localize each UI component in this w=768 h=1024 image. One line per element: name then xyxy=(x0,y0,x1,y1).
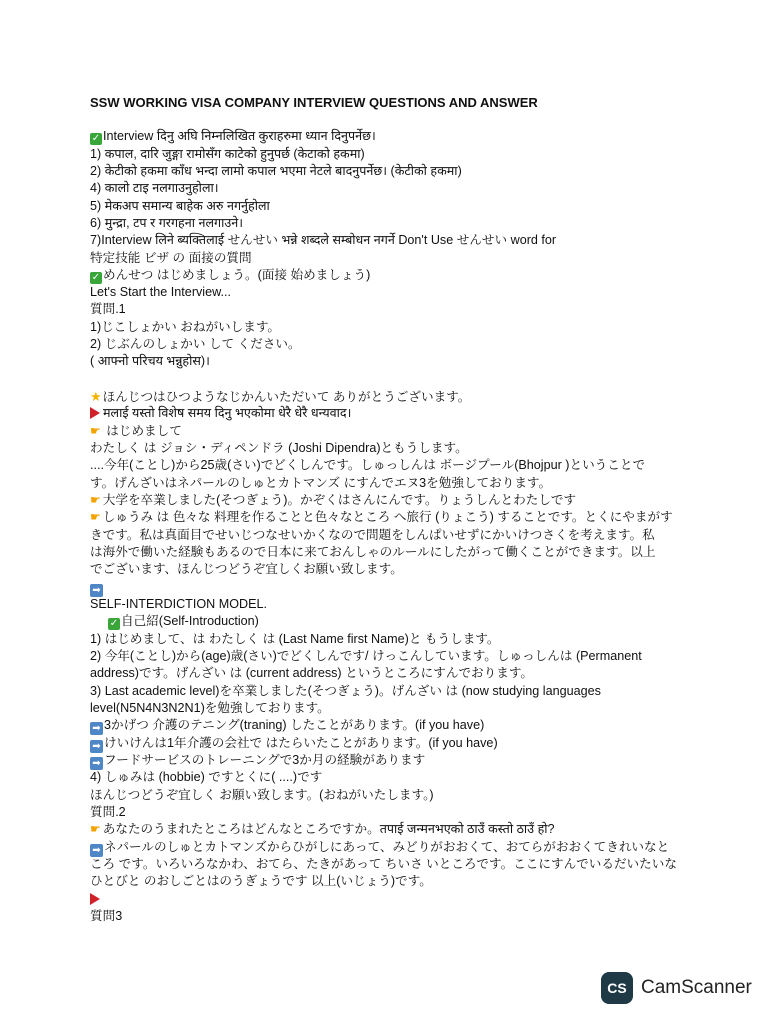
line-text: でございます、ほんじつどうぞ宜しくお願い致します。 xyxy=(90,562,403,577)
document-line xyxy=(90,440,690,457)
document-line xyxy=(90,301,690,318)
line-text: きです。私は真面目でせいじつなせいかくなので問題をしんぱいせずにかいけつさくを考えます。私 xyxy=(90,527,655,542)
right-arrow-icon: ➡ xyxy=(90,844,103,857)
line-text: 1) कपाल, दारि जुङ्गा रामोसँग काटेको हुनुपर्छ (केटाको हकमा) xyxy=(90,146,365,161)
line-text: ....今年(ことし)から25歳(さい)でどくしんです。しゅっしんは ボージプール(Bhojpur )ということで xyxy=(90,458,646,473)
document-line xyxy=(90,319,690,336)
line-text: Let's Start the Interview... xyxy=(90,285,232,300)
checkmark-icon: ✓ xyxy=(91,271,101,283)
pointing-hand-icon: ☛ xyxy=(90,822,101,837)
document-line xyxy=(90,180,690,197)
line-text: ほんじつどうぞ宜しく お願い致します。(おねがいたします。) xyxy=(90,787,434,802)
line-text: 4) しゅみは (hobbie) ですとくに( ....)です xyxy=(90,770,323,785)
camscanner-logo-icon: CS xyxy=(601,972,633,1004)
line-text: ひとびと のおしごとはのうぎょうです 以上(いじょう)です。 xyxy=(90,874,432,889)
line-text: しゅうみ は 色々な 料理を作ることと色々なところ へ旅行 (りょこう) することです。とくにやまがす xyxy=(102,510,673,525)
document-line xyxy=(90,163,690,180)
line-text: す。げんざいはネパールのしゅとカトマンズ にすんでエヌ3を勉強しております。 xyxy=(90,475,552,490)
document-line xyxy=(90,232,690,249)
line-text: ネパールのしゅとカトマンズからひがしにあって、みどりがおおくて、おてらがおおくてきれいなと xyxy=(104,839,670,854)
line-text: 2) केटीको हकमा काँध भन्दा लामो कपाल भएमा नेटले बादनुपर्नेछ। (केटीको हकमा) xyxy=(90,163,462,178)
line-text: ころ です。いろいろなかわ、おてら、たきがあって ちいさ いところです。ここにすんでいるだいたいな xyxy=(90,856,677,871)
document-line xyxy=(90,717,690,734)
line-text: ( आफ्नो परिचय भन्नुहोस)। xyxy=(90,354,210,369)
right-arrow-icon: ➡ xyxy=(90,757,103,770)
document-body xyxy=(90,128,690,925)
pointing-hand-icon: ☛ xyxy=(90,423,101,438)
document-title: SSW WORKING VISA COMPANY INTERVIEW QUESTIONS AND ANSWER xyxy=(90,95,538,110)
document-line xyxy=(90,544,690,561)
document-line xyxy=(90,579,690,596)
document-line xyxy=(90,873,690,890)
line-text: ほんじつはひつようなじかんいただいて ありがとうございます。 xyxy=(102,390,471,405)
document-line xyxy=(90,128,690,145)
document-line xyxy=(90,250,690,267)
line-text: 1) はじめまして、は わたしく は (Last Name first Name)と もうします。 xyxy=(90,631,500,646)
document-line xyxy=(90,700,690,717)
document-line xyxy=(90,804,690,821)
camscanner-label: CamScanner xyxy=(641,977,752,998)
document-line xyxy=(90,475,690,492)
document-line xyxy=(90,198,690,215)
document-line xyxy=(90,665,690,682)
nepal-flag-icon xyxy=(90,893,100,905)
document-line xyxy=(90,631,690,648)
document-line xyxy=(90,492,690,509)
line-text: 2) じぶんのしょかい して ください。 xyxy=(90,337,301,352)
document-line xyxy=(90,821,690,838)
document-line xyxy=(90,371,690,388)
line-text: 質問.2 xyxy=(90,805,126,819)
document-line xyxy=(90,388,690,405)
document-line xyxy=(90,908,690,925)
line-text: 3かげつ 介護のテニング(traning) したことがあります。(if you have) xyxy=(104,718,485,733)
line-text: 2) 今年(ことし)から(age)歳(さい)でどくしんです/ けっこんしています。しゅっしんは (Permanent xyxy=(90,649,642,664)
document-line xyxy=(90,215,690,232)
document-line xyxy=(90,509,690,526)
document-line xyxy=(90,146,690,163)
document-line xyxy=(90,284,690,301)
document-line xyxy=(90,787,690,804)
camscanner-watermark xyxy=(601,970,752,1006)
line-text: 6) मुन्द्रा, टप र गरगहना नलगाउने। xyxy=(90,215,244,230)
document-line xyxy=(90,648,690,665)
checkmark-icon: ✓ xyxy=(91,133,101,145)
document-line xyxy=(90,613,690,630)
line-text: めんせつ はじめましょう。(面接 始めましょう) xyxy=(103,267,371,282)
line-text: 4) कालो टाइ नलगाउनुहोला। xyxy=(90,181,219,196)
line-text: 質問.1 xyxy=(90,302,126,317)
pointing-hand-icon: ☛ xyxy=(90,493,101,508)
line-text: 特定技能 ビザ の 面接の質問 xyxy=(90,250,252,265)
document-page xyxy=(90,94,690,925)
document-line xyxy=(90,423,690,440)
star-icon: ★ xyxy=(90,389,102,405)
line-text: はじめまして xyxy=(102,423,182,438)
line-text: मलाई यस्तो विशेष समय दिनु भएकोमा धेरै धेरै धन्यवाद। xyxy=(103,406,352,421)
document-line xyxy=(90,769,690,786)
line-text: SELF-INTERDICTION MODEL. xyxy=(90,597,268,612)
document-line xyxy=(90,457,690,474)
line-text: 5) मेकअप समान्य बाहेक अरु नगर्नुहोला xyxy=(90,198,270,213)
nepal-flag-icon xyxy=(90,407,100,419)
line-text: フードサービスのトレーニングで3か月の経験があります xyxy=(104,753,426,768)
line-text: けいけんは1年介護の会社で はたらいたことがあります。(if you have) xyxy=(104,735,498,750)
document-line xyxy=(90,891,690,908)
document-line xyxy=(90,267,690,284)
document-line xyxy=(90,839,690,856)
pointing-hand-icon: ☛ xyxy=(90,510,101,525)
line-text: address)です。げんざい は (current address) というところにすんでおります。 xyxy=(90,666,534,681)
document-line xyxy=(90,752,690,769)
document-line xyxy=(90,336,690,353)
line-text: level(N5N4N3N2N1)を勉強しております。 xyxy=(90,701,330,716)
document-line xyxy=(90,527,690,544)
right-arrow-icon: ➡ xyxy=(90,722,103,735)
line-text: 1)じこしょかい おねがいします。 xyxy=(90,319,281,334)
document-line xyxy=(90,683,690,700)
line-text: あなたのうまれたところはどんなところですか。तपाई जन्मनभएको ठाउँ कस्तो ठाउँ हो? xyxy=(102,822,555,837)
line-text: 大学を卒業しました(そつぎょう)。かぞくはさんにんです。りょうしんとわたしです xyxy=(102,493,577,508)
document-line xyxy=(90,561,690,578)
right-arrow-icon: ➡ xyxy=(90,584,103,597)
document-line xyxy=(90,735,690,752)
checkmark-icon: ✓ xyxy=(109,618,119,630)
document-line xyxy=(90,856,690,873)
document-line xyxy=(90,405,690,422)
line-text: 7)Interview लिने ब्यक्तिलाई せんせい भन्ने शब्दले सम्बोधन नगर्ने Don't Use せんせい word for xyxy=(90,233,557,248)
document-line xyxy=(90,353,690,370)
line-text: 3) Last academic level)を卒業しました(そつぎょう)。げんざい は (now studying languages xyxy=(90,683,601,698)
line-text: 自己紹(Self-Introduction) xyxy=(121,614,259,629)
line-text: Interview दिनु अघि निम्नलिखित कुराहरुमा ध्यान दिनुपर्नेछ। xyxy=(103,129,376,144)
right-arrow-icon: ➡ xyxy=(90,740,103,753)
line-text: 質問3 xyxy=(90,908,123,923)
line-text: わたしく は ジョシ・ディペンドラ (Joshi Dipendra)ともうします。 xyxy=(90,441,468,456)
document-line xyxy=(90,596,690,613)
line-text: は海外で働いた経験もあるので日本に来ておんしゃのルールにしたがって働くことができます。以上 xyxy=(90,545,656,560)
